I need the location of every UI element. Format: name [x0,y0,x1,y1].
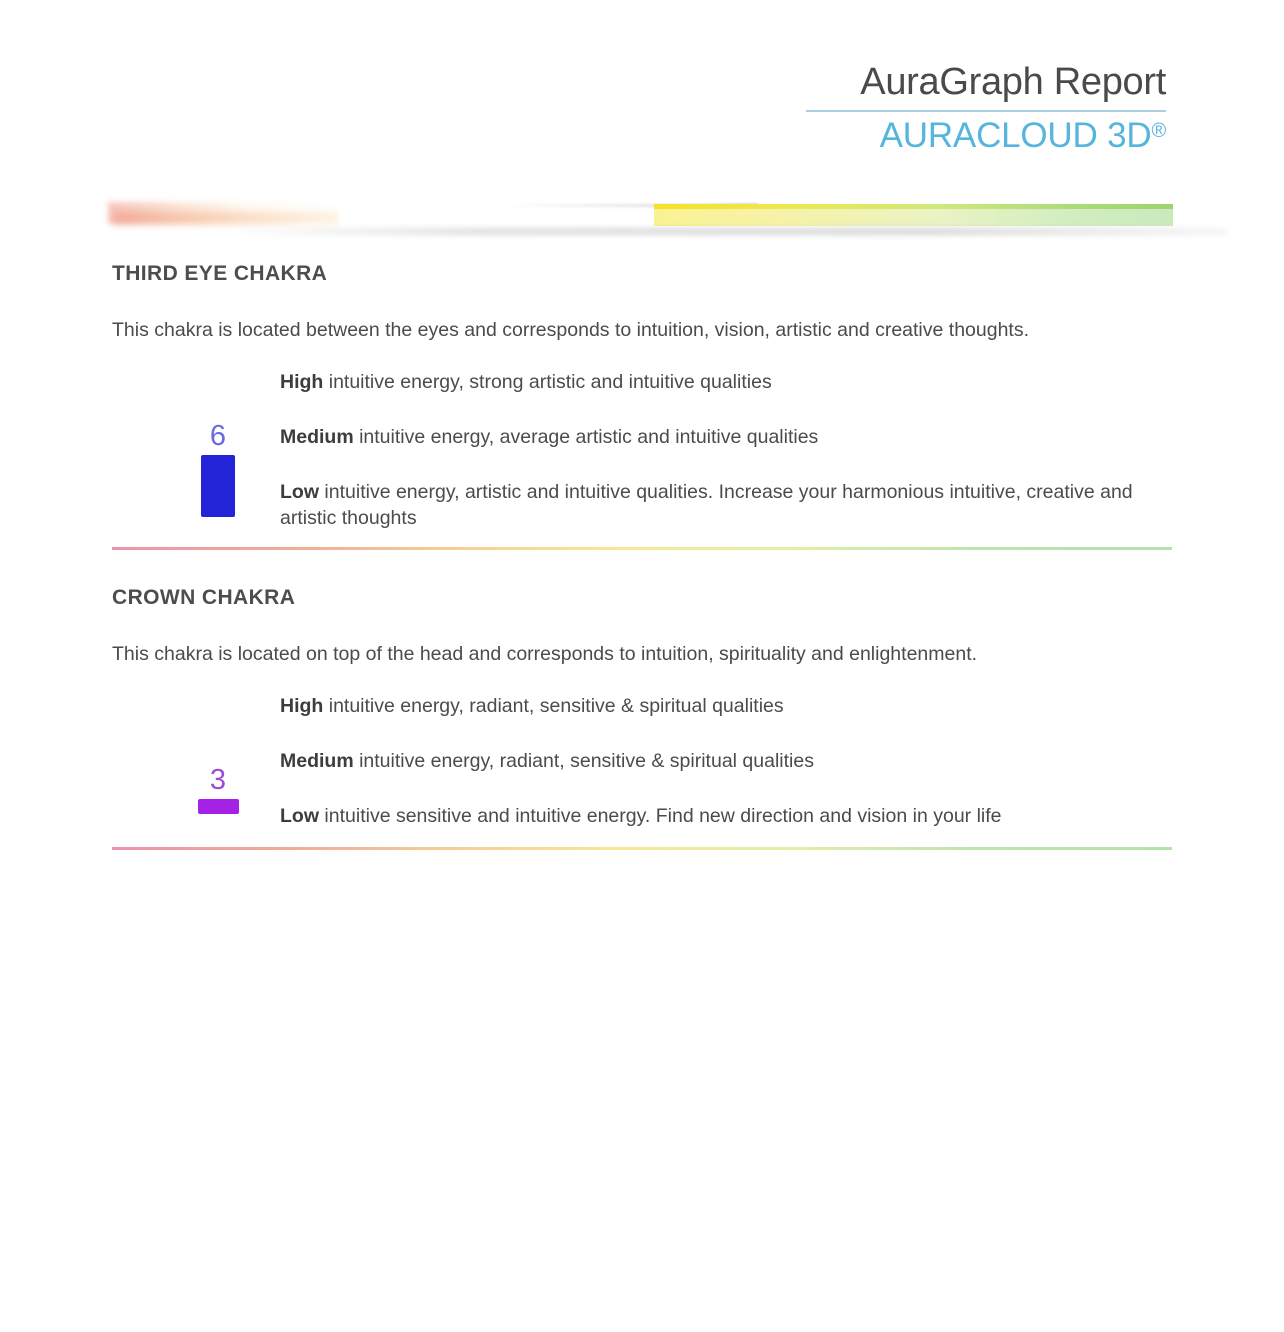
level-label: Low [280,804,319,827]
chakra-meter-bar [198,799,239,814]
level-label: Medium [280,426,354,449]
list-item [280,749,1174,775]
level-text: intuitive energy, average artistic and intuitive qualities [353,426,819,449]
chakra-meter-number: 3 [209,764,227,797]
list-item [280,425,1174,451]
section-title: THIRD EYE CHAKRA [112,262,328,285]
level-text: intuitive energy, artistic and intuitive qualities. Increase your harmonious intuitive, creative and artistic thoughts [280,480,1133,529]
chakra-color-bar-right-edge [654,204,1173,209]
list-item [280,370,1174,396]
chakra-color-bar-shadow [228,228,1228,235]
section-description: This chakra is located on top of the head and corresponds to intuition, spirituality and enlightenment. [112,643,978,665]
level-text: intuitive energy, strong artistic and intuitive qualities [323,371,772,394]
list-item [280,804,1174,830]
level-text: intuitive energy, radiant, sensitive & spiritual qualities [353,750,814,773]
level-label: Low [280,480,319,503]
chakra-meter-number: 6 [209,420,227,453]
level-label: High [280,695,324,718]
chakra-meter [180,422,256,517]
report-header [806,62,1166,155]
section-divider [112,547,1172,550]
section-body [112,694,1174,844]
level-list [280,694,1174,829]
level-label: High [280,371,324,394]
brand-name-text: AURACLOUD 3D [879,115,1152,155]
chakra-meter [180,766,256,814]
level-list [280,370,1174,531]
section-title: CROWN CHAKRA [112,586,296,609]
section-description: This chakra is located between the eyes and corresponds to intuition, vision, artistic and creative thoughts. [112,319,1030,341]
registered-trademark-icon: ® [1151,119,1166,142]
report-title: AuraGraph Report [860,61,1166,103]
section-crown-chakra [112,586,1174,844]
section-third-eye-chakra [112,262,1174,531]
list-item [280,480,1174,531]
header-divider [806,110,1166,112]
level-text: intuitive energy, radiant, sensitive & spiritual qualities [323,695,784,718]
level-label: Medium [280,750,354,773]
chakra-meter-bar [201,455,235,517]
section-divider [112,847,1172,850]
chakra-color-bar [108,188,1173,236]
level-text: intuitive sensitive and intuitive energy. Find new direction and vision in your life [319,804,1002,827]
section-body [112,370,1174,531]
list-item [280,694,1174,720]
brand-name [806,117,1166,156]
